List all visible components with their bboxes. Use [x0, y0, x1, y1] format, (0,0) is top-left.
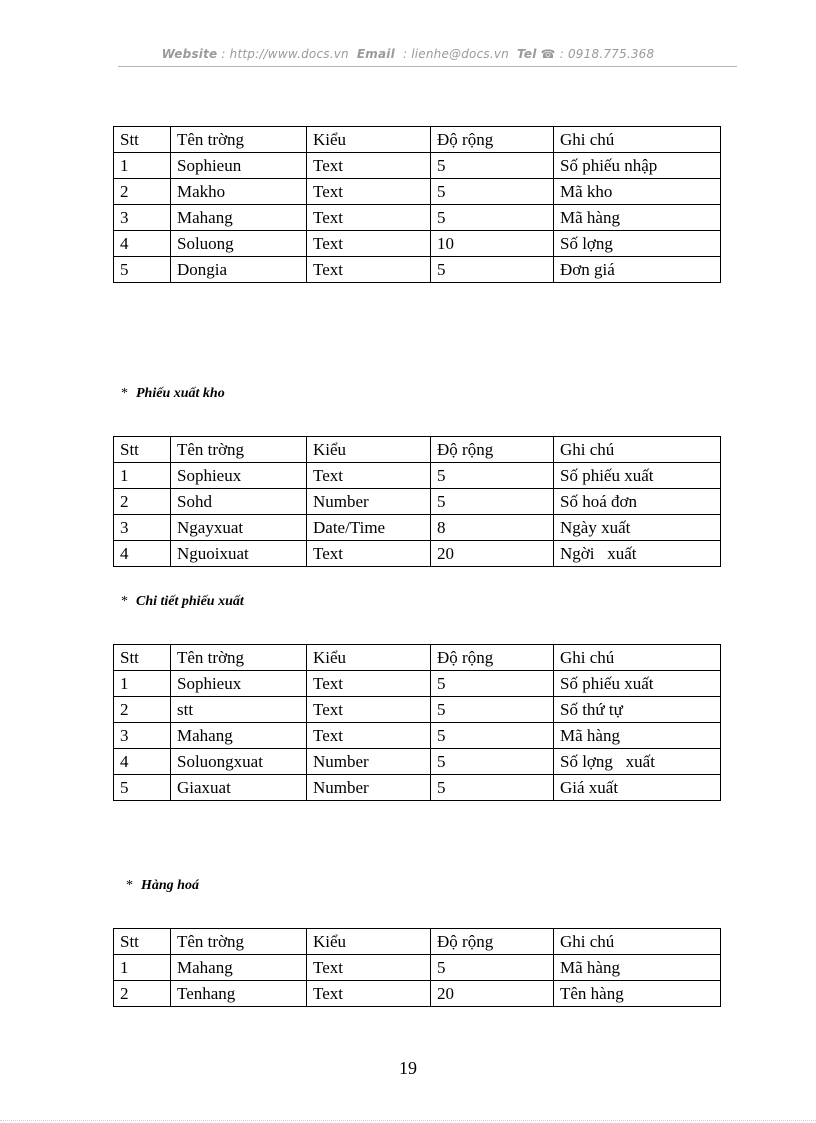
table-cell: Sophieux	[171, 671, 307, 697]
table-cell: 20	[431, 981, 554, 1007]
email-label: Email	[356, 47, 395, 61]
table-cell: Tên hàng	[554, 981, 721, 1007]
column-header: Ghi chú	[554, 929, 721, 955]
table-cell: Number	[307, 775, 431, 801]
table-cell: Mã hàng	[554, 955, 721, 981]
column-header: Độ rộng	[431, 645, 554, 671]
table-cell: Nguoixuat	[171, 541, 307, 567]
table-cell: Dongia	[171, 257, 307, 283]
table-cell: 5	[431, 463, 554, 489]
table-cell: 1	[114, 463, 171, 489]
table-cell: Số hoá đơn	[554, 489, 721, 515]
table-cell: Mahang	[171, 955, 307, 981]
table-row	[114, 489, 721, 515]
table-cell: Số thứ tự	[554, 697, 721, 723]
table-cell: 5	[431, 205, 554, 231]
table-cell: Text	[307, 153, 431, 179]
table-row	[114, 981, 721, 1007]
column-header: Ghi chú	[554, 127, 721, 153]
section-title: Phiếu xuất kho	[136, 386, 225, 401]
table-row	[114, 671, 721, 697]
email-value: : lienhe@docs.vn	[402, 47, 509, 61]
table-cell: Text	[307, 179, 431, 205]
table-cell: Sohd	[171, 489, 307, 515]
table-cell: Text	[307, 981, 431, 1007]
page-number: 19	[399, 1058, 417, 1078]
table-cell: 1	[114, 955, 171, 981]
table-cell: Date/Time	[307, 515, 431, 541]
table-cell: 20	[431, 541, 554, 567]
column-header: Tên trờng	[171, 645, 307, 671]
table-cell: Sophieun	[171, 153, 307, 179]
table-row	[114, 153, 721, 179]
column-header: Stt	[114, 437, 171, 463]
table-cell: Text	[307, 723, 431, 749]
column-header: Kiểu	[307, 127, 431, 153]
table-cell: 4	[114, 231, 171, 257]
column-header: Stt	[114, 127, 171, 153]
table-row	[114, 955, 721, 981]
table-cell: Soluongxuat	[171, 749, 307, 775]
column-header: Tên trờng	[171, 929, 307, 955]
table-row	[114, 697, 721, 723]
column-header: Ghi chú	[554, 645, 721, 671]
section-marker: *	[126, 878, 133, 893]
section-marker: *	[121, 386, 128, 401]
table-cell: Ngày xuất	[554, 515, 721, 541]
table-header-row	[114, 127, 721, 153]
table-cell: 1	[114, 153, 171, 179]
table-cell: Đơn giá	[554, 257, 721, 283]
phone-icon: ☎	[540, 47, 556, 61]
table-phieu-xuat-kho	[113, 436, 721, 567]
table-cell: Text	[307, 541, 431, 567]
tel-label: Tel	[517, 47, 537, 61]
table-cell: Tenhang	[171, 981, 307, 1007]
table-cell: Text	[307, 205, 431, 231]
table-header-row	[114, 645, 721, 671]
table-cell: Soluong	[171, 231, 307, 257]
footer-divider	[0, 1120, 816, 1121]
table-cell: Text	[307, 671, 431, 697]
table-cell: 5	[114, 257, 171, 283]
column-header: Kiểu	[307, 437, 431, 463]
website-label: Website	[161, 47, 218, 61]
table-cell: Sophieux	[171, 463, 307, 489]
table-cell: Text	[307, 697, 431, 723]
table-cell: 5	[431, 955, 554, 981]
table-cell: Số phiếu xuất	[554, 671, 721, 697]
column-header: Kiểu	[307, 929, 431, 955]
column-header: Stt	[114, 929, 171, 955]
table-cell: Mahang	[171, 723, 307, 749]
table-row	[114, 205, 721, 231]
table-cell: 8	[431, 515, 554, 541]
table-cell: Số lợng xuất	[554, 749, 721, 775]
table-row	[114, 463, 721, 489]
table-cell: Ngayxuat	[171, 515, 307, 541]
table-cell: Số phiếu xuất	[554, 463, 721, 489]
table-cell: Text	[307, 257, 431, 283]
table-cell: 4	[114, 749, 171, 775]
table-cell: 5	[431, 179, 554, 205]
section-title-hang-hoa	[126, 878, 199, 894]
table-cell: 3	[114, 723, 171, 749]
table-cell: Giá xuất	[554, 775, 721, 801]
table-cell: Ngời xuất	[554, 541, 721, 567]
table-cell: 10	[431, 231, 554, 257]
table-row	[114, 775, 721, 801]
table-cell: 1	[114, 671, 171, 697]
table-hang-hoa	[113, 928, 721, 1007]
table-cell: 3	[114, 515, 171, 541]
table-phieu-nhap-fields	[113, 126, 721, 283]
table-cell: 5	[431, 489, 554, 515]
table-cell: 3	[114, 205, 171, 231]
table-cell: 2	[114, 697, 171, 723]
table-cell: 4	[114, 541, 171, 567]
table-row	[114, 749, 721, 775]
table-cell: Mahang	[171, 205, 307, 231]
table-row	[114, 515, 721, 541]
table-cell: 5	[431, 723, 554, 749]
table-header-row	[114, 437, 721, 463]
table-cell: 2	[114, 489, 171, 515]
table-cell: Number	[307, 489, 431, 515]
table-cell: Number	[307, 749, 431, 775]
website-value: : http://www.docs.vn	[221, 47, 349, 61]
table-row	[114, 723, 721, 749]
table-cell: Số phiếu nhập	[554, 153, 721, 179]
section-title-phieu-xuat-kho	[121, 386, 225, 402]
tel-value: : 0918.775.368	[559, 47, 655, 61]
table-cell: Text	[307, 955, 431, 981]
table-cell: 5	[431, 697, 554, 723]
table-cell: Text	[307, 231, 431, 257]
table-cell: Mã kho	[554, 179, 721, 205]
column-header: Tên trờng	[171, 127, 307, 153]
table-cell: 5	[431, 775, 554, 801]
table-cell: Mã hàng	[554, 205, 721, 231]
column-header: Kiểu	[307, 645, 431, 671]
table-cell: 5	[431, 671, 554, 697]
column-header: Tên trờng	[171, 437, 307, 463]
table-header-row	[114, 929, 721, 955]
table-cell: Giaxuat	[171, 775, 307, 801]
header-rule	[118, 66, 737, 67]
page-header	[0, 47, 816, 61]
table-cell: Mã hàng	[554, 723, 721, 749]
table-cell: Text	[307, 463, 431, 489]
table-cell: Makho	[171, 179, 307, 205]
column-header: Độ rộng	[431, 929, 554, 955]
table-cell: Số lợng	[554, 231, 721, 257]
column-header: Độ rộng	[431, 127, 554, 153]
section-marker: *	[121, 594, 128, 609]
table-cell: 5	[431, 749, 554, 775]
table-cell: 2	[114, 981, 171, 1007]
table-row	[114, 257, 721, 283]
column-header: Stt	[114, 645, 171, 671]
section-title: Hàng hoá	[141, 878, 199, 893]
table-cell: 5	[431, 153, 554, 179]
table-cell: stt	[171, 697, 307, 723]
column-header: Ghi chú	[554, 437, 721, 463]
table-row	[114, 179, 721, 205]
table-row	[114, 541, 721, 567]
section-title: Chi tiết phiếu xuất	[136, 594, 244, 609]
column-header: Độ rộng	[431, 437, 554, 463]
table-chi-tiet-phieu-xuat	[113, 644, 721, 801]
table-cell: 5	[431, 257, 554, 283]
table-cell: 5	[114, 775, 171, 801]
table-cell: 2	[114, 179, 171, 205]
section-title-chi-tiet-phieu-xuat	[121, 594, 244, 610]
table-row	[114, 231, 721, 257]
